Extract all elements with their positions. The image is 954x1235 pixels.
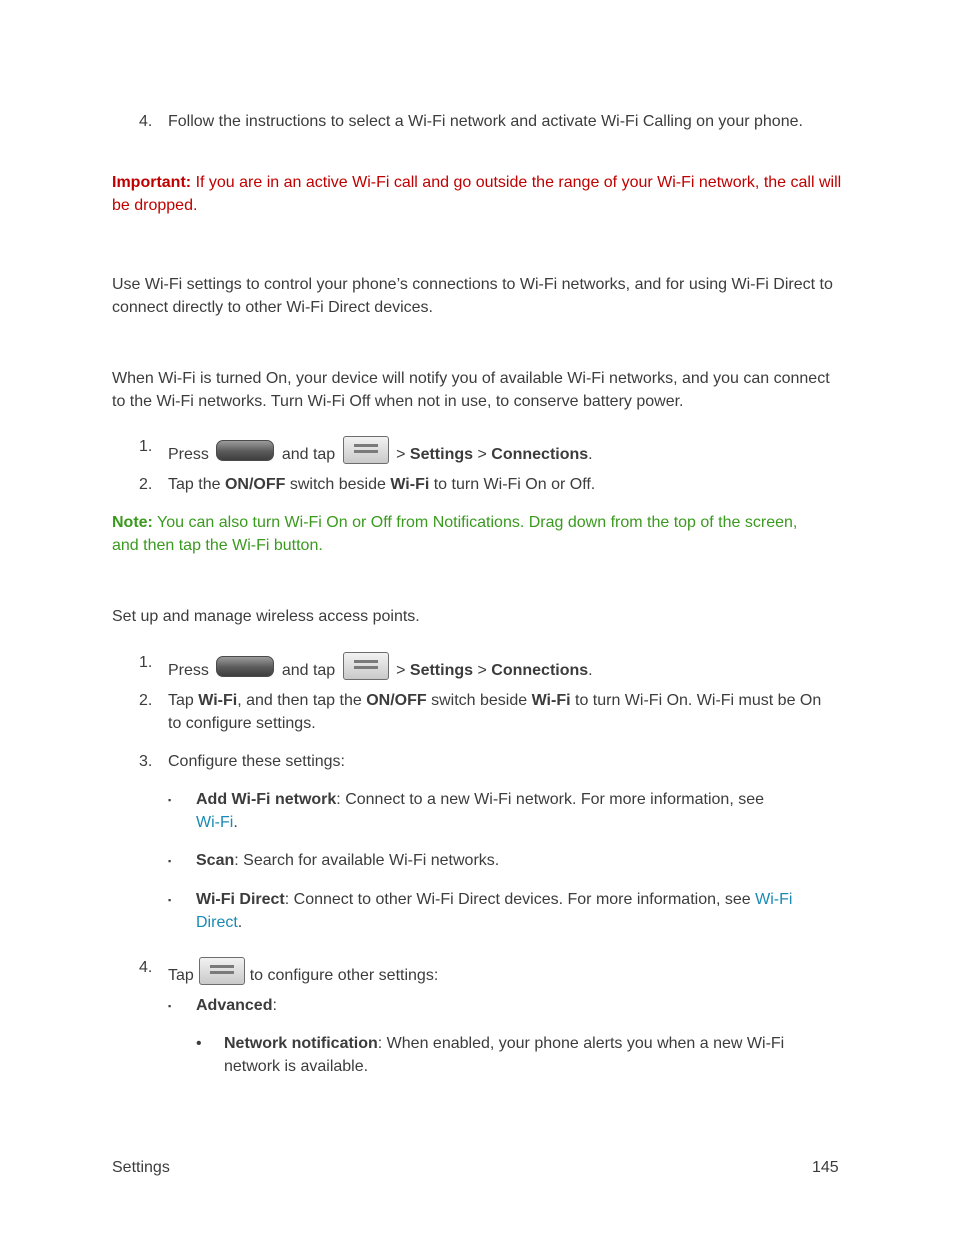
text: switch beside [431,692,528,709]
home-key-icon [216,656,274,677]
text: : Connect to a new Wi-Fi network. For more information, see [336,791,765,808]
step-text [168,957,829,988]
menu-key-icon [343,436,389,464]
wifi-label: Wi-Fi [531,692,571,709]
step-text [168,690,829,735]
wifi-link[interactable]: Wi-Fi [196,813,234,831]
arrow-text: > [396,662,406,679]
bullet-marker: • [196,1035,202,1052]
home-key-icon [216,440,274,461]
period: . [588,446,593,463]
page-number: 145 [812,1159,839,1176]
text: : Search for available Wi-Fi networks. [234,852,500,869]
turn-on-intro-paragraph: When Wi-Fi is turned On, your device will notify you of available Wi-Fi networks, and you can connect to the Wi-Fi networks. Turn Wi-Fi Off when not in use, to conserve battery power. [112,370,830,410]
text: Tap the [168,476,221,493]
connections-label: Connections [491,446,589,463]
important-callout [112,172,842,217]
wifi-label: Wi-Fi [390,476,430,493]
bullet-label: Add Wi-Fi network [196,791,337,808]
onoff-label: ON/OFF [366,692,427,709]
footer-section: Settings [112,1159,170,1176]
colon: : [272,997,277,1014]
step-text [168,652,829,683]
text: Tap [168,967,194,984]
connections-label: Connections [491,662,589,679]
configure-intro-paragraph: Set up and manage wireless access points. [112,608,420,625]
important-label: Important: [112,174,192,191]
bullet-marker: ▪ [168,795,172,805]
step-number: 4. [139,113,153,130]
step-number: 2. [139,692,153,709]
and-tap-text: and tap [281,662,336,679]
step-text: Configure these settings: [168,753,345,770]
step-text [168,474,829,497]
onoff-label: ON/OFF [224,476,286,493]
bullet-label: Scan [196,852,235,869]
wifi-intro-paragraph: Use Wi-Fi settings to control your phone’s connections to Wi-Fi networks, and for using Wi-Fi Direct to connect directly to other Wi-Fi Direct devices. [112,276,833,316]
bullet-text [196,889,843,934]
bullet-marker: ▪ [168,895,172,905]
note-text: You can also turn Wi-Fi On or Off from Notifications. Drag down from the top of the screen, and then tap the Wi-Fi button. [112,514,798,554]
text: to turn Wi-Fi On or Off. [433,476,596,493]
press-text: Press [168,446,209,463]
step-number: 1. [139,438,153,455]
step-number: 2. [139,476,153,493]
step-number: 3. [139,753,153,770]
bullet-marker: ▪ [168,856,172,866]
period: . [233,813,238,831]
menu-key-icon [199,957,245,985]
text: to turn Wi-Fi On. Wi-Fi must be On to configure settings. [168,692,822,732]
text: switch beside [289,476,386,493]
menu-key-icon [343,652,389,680]
note-label: Note: [112,514,153,531]
text: to configure other settings: [249,967,439,984]
settings-label: Settings [409,662,474,679]
text: : When enabled, your phone alerts you when a new Wi-Fi network is available. [224,1035,785,1075]
bullet-text [196,995,843,1018]
bullet-label: Wi-Fi Direct [196,891,285,908]
bullet-text [196,850,843,873]
step-text: Follow the instructions to select a Wi-Fi network and activate Wi-Fi Calling on your phone. [168,113,803,130]
text: Tap [168,692,194,709]
text: : Connect to other Wi-Fi Direct devices. For more information, see [284,891,751,908]
step-number: 4. [139,959,153,976]
wifi-direct-link[interactable]: Wi-Fi Direct [196,891,793,931]
bullet-label: Advanced [196,997,273,1014]
and-tap-text: and tap [281,446,336,463]
text: , and then tap the [237,692,362,709]
note-callout [112,512,812,557]
press-text: Press [168,662,209,679]
step-text [168,436,829,467]
bullet-marker: ▪ [168,1001,172,1011]
arrow-text: > [477,662,487,679]
bullet-label: Network notification [224,1035,378,1052]
wifi-label: Wi-Fi [198,692,238,709]
period: . [237,913,243,931]
bullet-text [224,1033,836,1078]
step-number: 1. [139,654,153,671]
important-text: If you are in an active Wi-Fi call and go outside the range of your Wi-Fi network, the call will be dropped. [112,174,842,214]
arrow-text: > [477,446,487,463]
bullet-text [196,789,783,834]
period: . [588,662,593,679]
arrow-text: > [396,446,406,463]
settings-label: Settings [409,446,474,463]
